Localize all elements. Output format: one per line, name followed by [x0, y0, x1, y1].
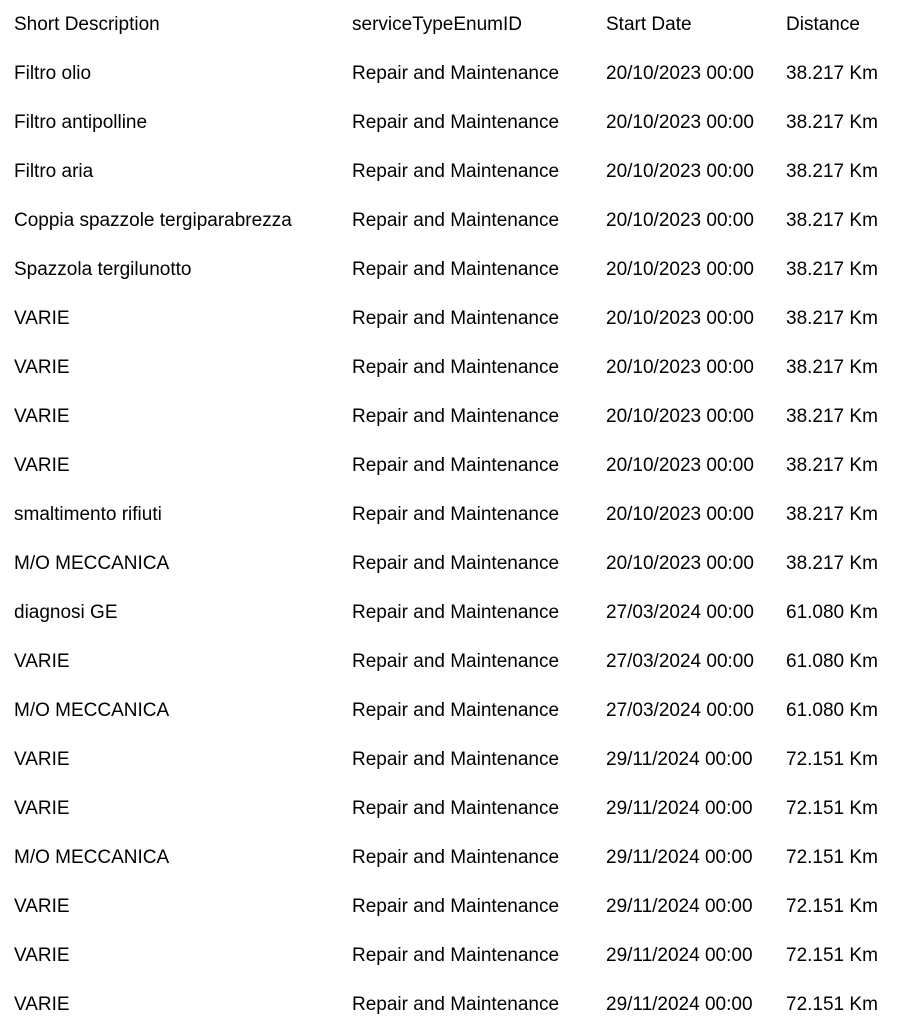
- cell-service-type: Repair and Maintenance: [352, 161, 560, 182]
- cell-service-type: Repair and Maintenance: [352, 357, 560, 378]
- table-row[interactable]: [0, 392, 902, 441]
- cell-service-type: Repair and Maintenance: [352, 406, 560, 427]
- cell-start-date: 29/11/2024 00:00: [606, 847, 753, 868]
- table-row[interactable]: [0, 882, 902, 931]
- table-row[interactable]: [0, 490, 902, 539]
- cell-start-date: 20/10/2023 00:00: [606, 112, 754, 133]
- table-row[interactable]: [0, 98, 902, 147]
- cell-service-type: Repair and Maintenance: [352, 259, 560, 280]
- column-header-distance[interactable]: Distance: [786, 14, 860, 35]
- table-row[interactable]: [0, 735, 902, 784]
- cell-distance: 72.151 Km: [786, 798, 878, 819]
- cell-distance: 61.080 Km: [786, 602, 878, 623]
- cell-service-type: Repair and Maintenance: [352, 112, 560, 133]
- cell-start-date: 29/11/2024 00:00: [606, 749, 753, 770]
- cell-distance: 72.151 Km: [786, 896, 878, 917]
- table-row[interactable]: [0, 196, 902, 245]
- cell-service-type: Repair and Maintenance: [352, 896, 560, 917]
- cell-short-description: Coppia spazzole tergiparabrezza: [14, 210, 292, 231]
- table-row[interactable]: [0, 784, 902, 833]
- cell-distance: 38.217 Km: [786, 357, 878, 378]
- cell-short-description: VARIE: [14, 945, 70, 966]
- table-row[interactable]: [0, 49, 902, 98]
- cell-distance: 72.151 Km: [786, 749, 878, 770]
- column-header-short-description[interactable]: Short Description: [14, 14, 160, 35]
- cell-distance: 38.217 Km: [786, 259, 878, 280]
- cell-service-type: Repair and Maintenance: [352, 553, 560, 574]
- cell-service-type: Repair and Maintenance: [352, 651, 560, 672]
- cell-start-date: 20/10/2023 00:00: [606, 161, 754, 182]
- cell-start-date: 29/11/2024 00:00: [606, 798, 753, 819]
- cell-service-type: Repair and Maintenance: [352, 945, 560, 966]
- table-row[interactable]: [0, 637, 902, 686]
- cell-short-description: VARIE: [14, 749, 70, 770]
- cell-start-date: 27/03/2024 00:00: [606, 700, 754, 721]
- cell-service-type: Repair and Maintenance: [352, 847, 560, 868]
- cell-short-description: M/O MECCANICA: [14, 553, 170, 574]
- cell-start-date: 20/10/2023 00:00: [606, 308, 754, 329]
- cell-short-description: Filtro antipolline: [14, 112, 148, 133]
- cell-short-description: diagnosi GE: [14, 602, 118, 623]
- table-row[interactable]: [0, 147, 902, 196]
- cell-start-date: 20/10/2023 00:00: [606, 63, 754, 84]
- cell-service-type: Repair and Maintenance: [352, 994, 560, 1015]
- cell-distance: 38.217 Km: [786, 308, 878, 329]
- cell-short-description: VARIE: [14, 994, 70, 1015]
- table-row[interactable]: [0, 980, 902, 1029]
- cell-short-description: VARIE: [14, 406, 70, 427]
- table-row[interactable]: [0, 245, 902, 294]
- cell-short-description: VARIE: [14, 651, 70, 672]
- cell-short-description: VARIE: [14, 798, 70, 819]
- cell-distance: 38.217 Km: [786, 406, 878, 427]
- cell-distance: 38.217 Km: [786, 63, 878, 84]
- cell-distance: 61.080 Km: [786, 651, 878, 672]
- cell-distance: 38.217 Km: [786, 504, 878, 525]
- cell-service-type: Repair and Maintenance: [352, 504, 560, 525]
- column-header-start-date[interactable]: Start Date: [606, 14, 692, 35]
- cell-short-description: M/O MECCANICA: [14, 847, 170, 868]
- cell-start-date: 20/10/2023 00:00: [606, 210, 754, 231]
- table-row[interactable]: [0, 441, 902, 490]
- cell-distance: 38.217 Km: [786, 210, 878, 231]
- cell-start-date: 20/10/2023 00:00: [606, 504, 754, 525]
- cell-short-description: Spazzola tergilunotto: [14, 259, 192, 280]
- cell-short-description: smaltimento rifiuti: [14, 504, 162, 525]
- cell-start-date: 20/10/2023 00:00: [606, 259, 754, 280]
- cell-distance: 72.151 Km: [786, 994, 878, 1015]
- cell-distance: 61.080 Km: [786, 700, 878, 721]
- cell-distance: 72.151 Km: [786, 945, 878, 966]
- cell-short-description: VARIE: [14, 896, 70, 917]
- cell-service-type: Repair and Maintenance: [352, 455, 560, 476]
- cell-distance: 72.151 Km: [786, 847, 878, 868]
- cell-service-type: Repair and Maintenance: [352, 63, 560, 84]
- cell-short-description: Filtro olio: [14, 63, 92, 84]
- cell-short-description: VARIE: [14, 308, 70, 329]
- cell-service-type: Repair and Maintenance: [352, 749, 560, 770]
- cell-start-date: 27/03/2024 00:00: [606, 651, 754, 672]
- table-header-row: [0, 0, 902, 49]
- cell-service-type: Repair and Maintenance: [352, 308, 560, 329]
- cell-short-description: VARIE: [14, 455, 70, 476]
- cell-short-description: Filtro aria: [14, 161, 94, 182]
- cell-start-date: 20/10/2023 00:00: [606, 553, 754, 574]
- cell-start-date: 29/11/2024 00:00: [606, 994, 753, 1015]
- cell-service-type: Repair and Maintenance: [352, 602, 560, 623]
- table-row[interactable]: [0, 294, 902, 343]
- table-row[interactable]: [0, 931, 902, 980]
- cell-start-date: 20/10/2023 00:00: [606, 406, 754, 427]
- cell-service-type: Repair and Maintenance: [352, 798, 560, 819]
- cell-short-description: M/O MECCANICA: [14, 700, 170, 721]
- table-row[interactable]: [0, 588, 902, 637]
- cell-service-type: Repair and Maintenance: [352, 210, 560, 231]
- table-row[interactable]: [0, 539, 902, 588]
- cell-start-date: 20/10/2023 00:00: [606, 357, 754, 378]
- cell-distance: 38.217 Km: [786, 553, 878, 574]
- cell-start-date: 29/11/2024 00:00: [606, 896, 753, 917]
- cell-start-date: 29/11/2024 00:00: [606, 945, 753, 966]
- cell-distance: 38.217 Km: [786, 112, 878, 133]
- column-header-service-type[interactable]: serviceTypeEnumID: [352, 14, 523, 35]
- cell-short-description: VARIE: [14, 357, 70, 378]
- table-row[interactable]: [0, 343, 902, 392]
- table-row[interactable]: [0, 686, 902, 735]
- table-row[interactable]: [0, 833, 902, 882]
- cell-start-date: 27/03/2024 00:00: [606, 602, 754, 623]
- cell-service-type: Repair and Maintenance: [352, 700, 560, 721]
- cell-start-date: 20/10/2023 00:00: [606, 455, 754, 476]
- cell-distance: 38.217 Km: [786, 455, 878, 476]
- cell-distance: 38.217 Km: [786, 161, 878, 182]
